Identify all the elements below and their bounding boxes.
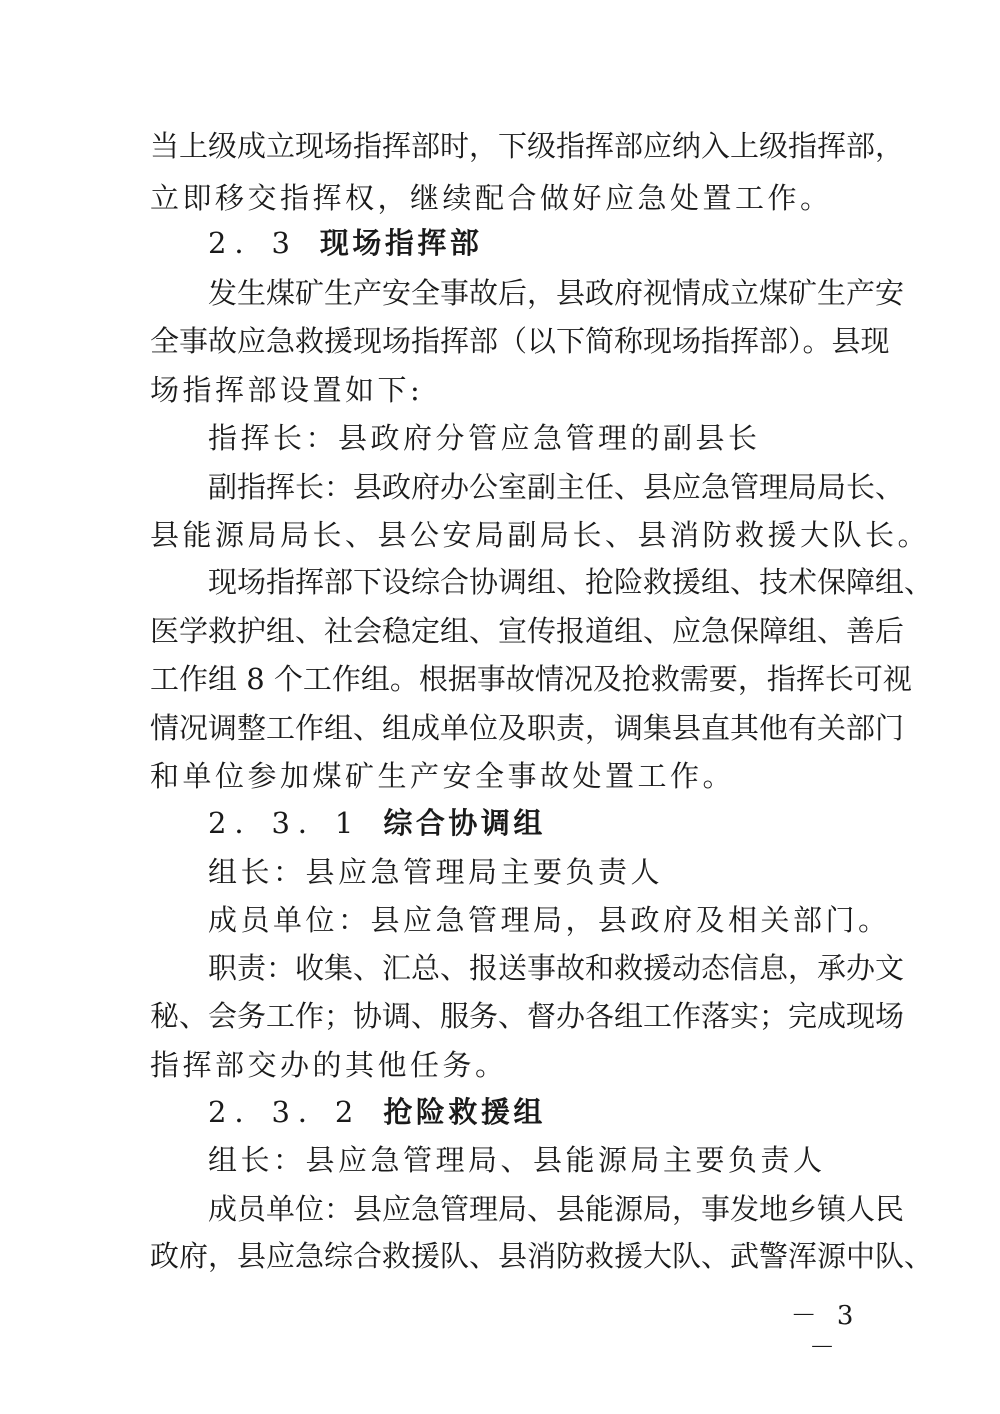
text-line: 政府，县应急综合救援队、县消防救援大队、武警浑源中队、: [150, 1239, 934, 1273]
text-line: 场指挥部设置如下:: [150, 373, 424, 407]
text-line: 组长：县应急管理局、县能源局主要负责人: [208, 1143, 826, 1177]
text-line: 和单位参加煤矿生产安全事故处置工作。: [150, 759, 736, 793]
section-title: 现场指挥部: [319, 226, 483, 260]
text-line: 情况调整工作组、组成单位及职责，调集县直其他有关部门: [150, 711, 905, 745]
page-number: － 3 －: [790, 1301, 860, 1363]
section-title: 综合协调组: [383, 806, 546, 840]
text-line: 全事故应急救援现场指挥部（以下简称现场指挥部）。县现: [150, 324, 890, 358]
section-heading: [208, 1092, 850, 1132]
text-line: 组长：县应急管理局主要负责人: [208, 855, 664, 889]
section-number: 2．3．2: [208, 1095, 362, 1129]
text-line: 秘、会务工作；协调、服务、督办各组工作落实；完成现场: [150, 999, 905, 1033]
text-line: 成员单位：县应急管理局、县能源局，事发地乡镇人民: [208, 1192, 905, 1226]
text-line: 当上级成立现场指挥部时，下级指挥部应纳入上级指挥部，: [150, 129, 905, 163]
text-line: 成员单位：县应急管理局，县政府及相关部门。: [208, 903, 891, 937]
text-line: 指挥长：县政府分管应急管理的副县长: [208, 421, 761, 455]
text-line: 工作组 8 个工作组。根据事故情况及抢救需要，指挥长可视: [150, 662, 912, 696]
text-line: 副指挥长：县政府办公室副主任、县应急管理局局长、: [208, 470, 905, 504]
text-line: 医学救护组、社会稳定组、宣传报道组、应急保障组、善后: [150, 614, 905, 648]
section-heading: [208, 223, 850, 263]
section-number: 2．3: [208, 226, 298, 260]
section-heading: [208, 803, 850, 843]
text-line: 立即移交指挥权，继续配合做好应急处置工作。: [150, 181, 833, 215]
section-number: 2．3．1: [208, 806, 362, 840]
section-title: 抢险救援组: [383, 1095, 546, 1129]
text-line: 发生煤矿生产安全事故后，县政府视情成立煤矿生产安: [208, 276, 905, 310]
text-line: 指挥部交办的其他任务。: [150, 1048, 508, 1082]
text-line: 县能源局局长、县公安局副局长、县消防救援大队长。: [150, 518, 931, 552]
text-line: 职责：收集、汇总、报送事故和救援动态信息，承办文: [208, 951, 905, 985]
text-line: 现场指挥部下设综合协调组、抢险救援组、技术保障组、: [208, 565, 934, 599]
